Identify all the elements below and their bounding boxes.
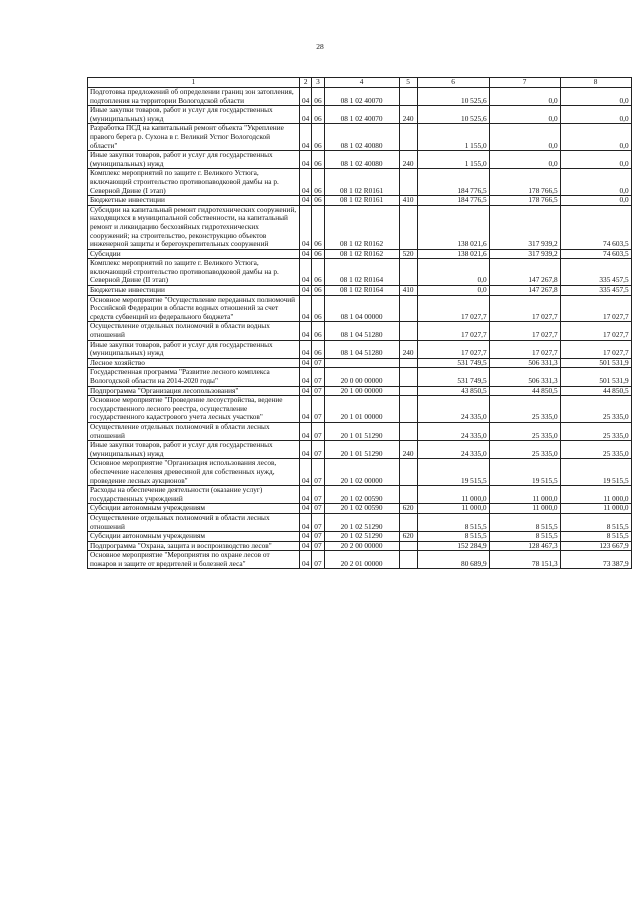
row-name: Осуществление отдельных полномочий в области водных отношений — [88, 322, 300, 340]
table-row — [88, 441, 632, 459]
amount-col8: 17 027,7 — [560, 295, 631, 322]
header-cell: 4 — [324, 78, 399, 88]
amount-col7: 0,0 — [489, 124, 560, 151]
amount-col6: 531 749,5 — [417, 358, 489, 368]
row-name: Основное мероприятие "Мероприятия по охране лесов от пожаров и защите от вредителей и болезней леса" — [88, 551, 300, 569]
row-name: Расходы на обеспечение деятельности (оказание услуг) государственных учреждений — [88, 486, 300, 504]
amount-col6: 531 749,5 — [417, 368, 489, 386]
header-row — [88, 78, 632, 88]
row-name: Основное мероприятие "Осуществление переданных полномочий Российской Федерации в области водных отношений за счет средств субвенций из федерального бюджета" — [88, 295, 300, 322]
subsection-code: 06 — [312, 124, 324, 151]
row-name: Субсидии автономным учреждениям — [88, 532, 300, 542]
amount-col8: 25 335,0 — [560, 422, 631, 440]
amount-col8: 0,0 — [560, 169, 631, 196]
amount-col6: 8 515,5 — [417, 532, 489, 542]
target-article-code: 08 1 02 40070 — [324, 88, 399, 106]
target-article-code: 20 1 02 00590 — [324, 486, 399, 504]
subsection-code: 06 — [312, 295, 324, 322]
amount-col8: 0,0 — [560, 196, 631, 206]
subsection-code: 06 — [312, 106, 324, 124]
amount-col6: 1 155,0 — [417, 151, 489, 169]
expense-type-code — [399, 386, 417, 396]
row-name: Иные закупки товаров, работ и услуг для государственных (муниципальных) нужд — [88, 151, 300, 169]
amount-col7: 128 467,3 — [489, 541, 560, 551]
amount-col8: 8 515,5 — [560, 513, 631, 531]
table-row — [88, 541, 632, 551]
table-row — [88, 486, 632, 504]
amount-col7: 44 850,5 — [489, 386, 560, 396]
amount-col6: 24 335,0 — [417, 396, 489, 423]
row-name: Подпрограмма "Охрана, защита и воспроизводство лесов" — [88, 541, 300, 551]
subsection-code: 06 — [312, 196, 324, 206]
amount-col8: 74 603,5 — [560, 205, 631, 249]
table-row — [88, 151, 632, 169]
row-name: Подпрограмма "Организация лесопользования" — [88, 386, 300, 396]
subsection-code: 07 — [312, 541, 324, 551]
target-article-code: 20 1 01 51290 — [324, 422, 399, 440]
amount-col7: 25 335,0 — [489, 396, 560, 423]
header-cell: 6 — [417, 78, 489, 88]
section-code: 04 — [300, 441, 312, 459]
subsection-code: 07 — [312, 551, 324, 569]
table-row — [88, 386, 632, 396]
subsection-code: 06 — [312, 151, 324, 169]
expense-type-code: 240 — [399, 441, 417, 459]
amount-col6: 10 525,6 — [417, 106, 489, 124]
amount-col6: 19 515,5 — [417, 459, 489, 486]
subsection-code: 06 — [312, 249, 324, 259]
row-name: Иные закупки товаров, работ и услуг для государственных (муниципальных) нужд — [88, 340, 300, 358]
amount-col8: 501 531,9 — [560, 368, 631, 386]
expense-type-code — [399, 358, 417, 368]
subsection-code: 06 — [312, 322, 324, 340]
section-code: 04 — [300, 196, 312, 206]
target-article-code: 08 1 02 R0161 — [324, 169, 399, 196]
expense-type-code — [399, 169, 417, 196]
amount-col7: 178 766,5 — [489, 196, 560, 206]
amount-col7: 147 267,8 — [489, 259, 560, 286]
subsection-code: 07 — [312, 441, 324, 459]
expense-type-code: 620 — [399, 532, 417, 542]
subsection-code: 06 — [312, 259, 324, 286]
expense-type-code: 410 — [399, 286, 417, 296]
expense-type-code: 240 — [399, 151, 417, 169]
expense-type-code — [399, 459, 417, 486]
header-cell: 3 — [312, 78, 324, 88]
section-code: 04 — [300, 88, 312, 106]
row-name: Бюджетные инвестиции — [88, 196, 300, 206]
amount-col8: 17 027,7 — [560, 322, 631, 340]
target-article-code: 08 1 02 40070 — [324, 106, 399, 124]
expense-type-code — [399, 88, 417, 106]
expense-type-code — [399, 205, 417, 249]
budget-table — [87, 77, 632, 569]
amount-col7: 17 027,7 — [489, 340, 560, 358]
amount-col8: 17 027,7 — [560, 340, 631, 358]
amount-col6: 1 155,0 — [417, 124, 489, 151]
table-row — [88, 396, 632, 423]
header-cell: 5 — [399, 78, 417, 88]
amount-col7: 0,0 — [489, 151, 560, 169]
section-code: 04 — [300, 322, 312, 340]
amount-col6: 152 284,9 — [417, 541, 489, 551]
subsection-code: 06 — [312, 169, 324, 196]
amount-col7: 8 515,5 — [489, 532, 560, 542]
amount-col8: 11 000,0 — [560, 504, 631, 514]
section-code: 04 — [300, 486, 312, 504]
target-article-code: 20 1 01 51290 — [324, 441, 399, 459]
section-code: 04 — [300, 151, 312, 169]
section-code: 04 — [300, 340, 312, 358]
row-name: Субсидии автономным учреждениям — [88, 504, 300, 514]
amount-col7: 317 939,2 — [489, 249, 560, 259]
target-article-code: 20 1 02 51290 — [324, 532, 399, 542]
amount-col6: 17 027,7 — [417, 295, 489, 322]
expense-type-code — [399, 295, 417, 322]
target-article-code: 08 1 02 R0164 — [324, 286, 399, 296]
row-name: Комплекс мероприятий по защите г. Великого Устюга, включающий строительство противопаводковой дамбы на р. Северной Двине (I этап) — [88, 169, 300, 196]
section-code: 04 — [300, 541, 312, 551]
amount-col6: 11 000,0 — [417, 486, 489, 504]
expense-type-code — [399, 422, 417, 440]
table-row — [88, 459, 632, 486]
header-cell: 2 — [300, 78, 312, 88]
table-row — [88, 513, 632, 531]
amount-col8: 123 667,9 — [560, 541, 631, 551]
amount-col6: 184 776,5 — [417, 196, 489, 206]
amount-col6: 17 027,7 — [417, 322, 489, 340]
row-name: Комплекс мероприятий по защите г. Великого Устюга, включающий строительство противопаводковой дамбы на р. Северной Двине (II этап) — [88, 259, 300, 286]
section-code: 04 — [300, 368, 312, 386]
amount-col6: 24 335,0 — [417, 422, 489, 440]
table-row — [88, 286, 632, 296]
target-article-code: 08 1 02 R0162 — [324, 249, 399, 259]
table-row — [88, 259, 632, 286]
amount-col7: 0,0 — [489, 88, 560, 106]
subsection-code: 07 — [312, 504, 324, 514]
amount-col6: 43 850,5 — [417, 386, 489, 396]
target-article-code: 08 1 02 40080 — [324, 151, 399, 169]
amount-col6: 8 515,5 — [417, 513, 489, 531]
target-article-code: 08 1 02 R0162 — [324, 205, 399, 249]
subsection-code: 07 — [312, 368, 324, 386]
target-article-code: 20 2 01 00000 — [324, 551, 399, 569]
expense-type-code: 240 — [399, 340, 417, 358]
table-row — [88, 532, 632, 542]
section-code: 04 — [300, 169, 312, 196]
amount-col8: 501 531,9 — [560, 358, 631, 368]
table-row — [88, 205, 632, 249]
amount-col7: 11 000,0 — [489, 504, 560, 514]
section-code: 04 — [300, 106, 312, 124]
amount-col6: 80 689,9 — [417, 551, 489, 569]
amount-col7: 506 331,3 — [489, 358, 560, 368]
subsection-code: 06 — [312, 286, 324, 296]
subsection-code: 06 — [312, 340, 324, 358]
expense-type-code — [399, 541, 417, 551]
expense-type-code — [399, 368, 417, 386]
expense-type-code — [399, 551, 417, 569]
amount-col8: 11 000,0 — [560, 486, 631, 504]
amount-col7: 11 000,0 — [489, 486, 560, 504]
section-code: 04 — [300, 286, 312, 296]
subsection-code: 07 — [312, 532, 324, 542]
row-name: Подготовка предложений об определении границ зон затопления, подтопления на территории Вологодской области — [88, 88, 300, 106]
target-article-code: 20 1 02 51290 — [324, 513, 399, 531]
table-row — [88, 249, 632, 259]
row-name: Бюджетные инвестиции — [88, 286, 300, 296]
section-code: 04 — [300, 205, 312, 249]
section-code: 04 — [300, 551, 312, 569]
header-cell: 1 — [88, 78, 300, 88]
amount-col6: 17 027,7 — [417, 340, 489, 358]
expense-type-code: 410 — [399, 196, 417, 206]
header-cell: 8 — [560, 78, 631, 88]
subsection-code: 06 — [312, 205, 324, 249]
table-row — [88, 358, 632, 368]
target-article-code: 20 2 00 00000 — [324, 541, 399, 551]
subsection-code: 07 — [312, 459, 324, 486]
expense-type-code: 240 — [399, 106, 417, 124]
table-row — [88, 504, 632, 514]
subsection-code: 07 — [312, 386, 324, 396]
table-row — [88, 422, 632, 440]
amount-col8: 73 387,9 — [560, 551, 631, 569]
amount-col8: 335 457,5 — [560, 286, 631, 296]
expense-type-code — [399, 486, 417, 504]
amount-col7: 147 267,8 — [489, 286, 560, 296]
amount-col8: 25 335,0 — [560, 441, 631, 459]
section-code: 04 — [300, 259, 312, 286]
subsection-code: 07 — [312, 358, 324, 368]
table-row — [88, 295, 632, 322]
amount-col6: 0,0 — [417, 286, 489, 296]
page-number: 28 — [316, 42, 324, 51]
section-code: 04 — [300, 532, 312, 542]
amount-col7: 25 335,0 — [489, 422, 560, 440]
row-name: Иные закупки товаров, работ и услуг для государственных (муниципальных) нужд — [88, 441, 300, 459]
amount-col7: 25 335,0 — [489, 441, 560, 459]
expense-type-code — [399, 259, 417, 286]
row-name: Иные закупки товаров, работ и услуг для государственных (муниципальных) нужд — [88, 106, 300, 124]
amount-col8: 44 850,5 — [560, 386, 631, 396]
amount-col7: 317 939,2 — [489, 205, 560, 249]
expense-type-code — [399, 513, 417, 531]
row-name: Осуществление отдельных полномочий в области лесных отношений — [88, 422, 300, 440]
expense-type-code — [399, 322, 417, 340]
target-article-code: 20 1 01 00000 — [324, 396, 399, 423]
amount-col8: 0,0 — [560, 151, 631, 169]
amount-col7: 0,0 — [489, 106, 560, 124]
subsection-code: 07 — [312, 513, 324, 531]
amount-col8: 0,0 — [560, 106, 631, 124]
subsection-code: 06 — [312, 88, 324, 106]
expense-type-code: 520 — [399, 249, 417, 259]
expense-type-code — [399, 396, 417, 423]
target-article-code: 08 1 02 R0164 — [324, 259, 399, 286]
amount-col8: 335 457,5 — [560, 259, 631, 286]
target-article-code: 20 1 02 00590 — [324, 504, 399, 514]
section-code: 04 — [300, 513, 312, 531]
table-row — [88, 551, 632, 569]
amount-col7: 17 027,7 — [489, 295, 560, 322]
target-article-code: 20 1 00 00000 — [324, 386, 399, 396]
section-code: 04 — [300, 358, 312, 368]
amount-col6: 10 525,6 — [417, 88, 489, 106]
section-code: 04 — [300, 459, 312, 486]
amount-col8: 8 515,5 — [560, 532, 631, 542]
table-row — [88, 106, 632, 124]
amount-col6: 11 000,0 — [417, 504, 489, 514]
subsection-code: 07 — [312, 422, 324, 440]
expense-type-code: 620 — [399, 504, 417, 514]
row-name: Основное мероприятие "Проведение лесоустройства, ведение государственного лесного реестра, осуществление государственного кадастрового учета лесных участков" — [88, 396, 300, 423]
amount-col7: 506 331,3 — [489, 368, 560, 386]
target-article-code: 08 1 04 51280 — [324, 322, 399, 340]
table-row — [88, 368, 632, 386]
section-code: 04 — [300, 504, 312, 514]
section-code: 04 — [300, 386, 312, 396]
target-article-code — [324, 358, 399, 368]
row-name: Субсидии — [88, 249, 300, 259]
target-article-code: 20 1 02 00000 — [324, 459, 399, 486]
amount-col8: 74 603,5 — [560, 249, 631, 259]
section-code: 04 — [300, 124, 312, 151]
table-row — [88, 196, 632, 206]
row-name: Государственная программа "Развитие лесного комплекса Вологодской области на 2014-2020 годы" — [88, 368, 300, 386]
expense-type-code — [399, 124, 417, 151]
amount-col7: 19 515,5 — [489, 459, 560, 486]
amount-col8: 25 335,0 — [560, 396, 631, 423]
target-article-code: 08 1 02 R0161 — [324, 196, 399, 206]
header-cell: 7 — [489, 78, 560, 88]
amount-col6: 184 776,5 — [417, 169, 489, 196]
row-name: Субсидии на капитальный ремонт гидротехнических сооружений, находящихся в муниципальной собственности, на капитальный ремонт и ликвидацию бесхозяйных гидротехнических сооружений; на строительство, реконструкцию объектов инженерной защиты и берегоукрепительных сооружений — [88, 205, 300, 249]
amount-col6: 0,0 — [417, 259, 489, 286]
section-code: 04 — [300, 249, 312, 259]
amount-col7: 17 027,7 — [489, 322, 560, 340]
table-row — [88, 88, 632, 106]
target-article-code: 20 0 00 00000 — [324, 368, 399, 386]
row-name: Осуществление отдельных полномочий в области лесных отношений — [88, 513, 300, 531]
amount-col7: 78 151,3 — [489, 551, 560, 569]
amount-col8: 0,0 — [560, 124, 631, 151]
target-article-code: 08 1 04 00000 — [324, 295, 399, 322]
section-code: 04 — [300, 396, 312, 423]
table-row — [88, 340, 632, 358]
section-code: 04 — [300, 422, 312, 440]
subsection-code: 07 — [312, 396, 324, 423]
subsection-code: 07 — [312, 486, 324, 504]
amount-col6: 138 021,6 — [417, 205, 489, 249]
target-article-code: 08 1 02 40080 — [324, 124, 399, 151]
row-name: Лесное хозяйство — [88, 358, 300, 368]
target-article-code: 08 1 04 51280 — [324, 340, 399, 358]
amount-col7: 8 515,5 — [489, 513, 560, 531]
amount-col7: 178 766,5 — [489, 169, 560, 196]
amount-col8: 19 515,5 — [560, 459, 631, 486]
amount-col6: 138 021,6 — [417, 249, 489, 259]
table-row — [88, 322, 632, 340]
row-name: Основное мероприятие "Организация использования лесов, обеспечение населения древесиной для собственных нужд, проведение лесных аукционов" — [88, 459, 300, 486]
table-row — [88, 124, 632, 151]
table-row — [88, 169, 632, 196]
amount-col6: 24 335,0 — [417, 441, 489, 459]
row-name: Разработка ПСД на капитальный ремонт объекта "Укрепление правого берега р. Сухона в г. Великий Устюг Вологодской области" — [88, 124, 300, 151]
section-code: 04 — [300, 295, 312, 322]
amount-col8: 0,0 — [560, 88, 631, 106]
